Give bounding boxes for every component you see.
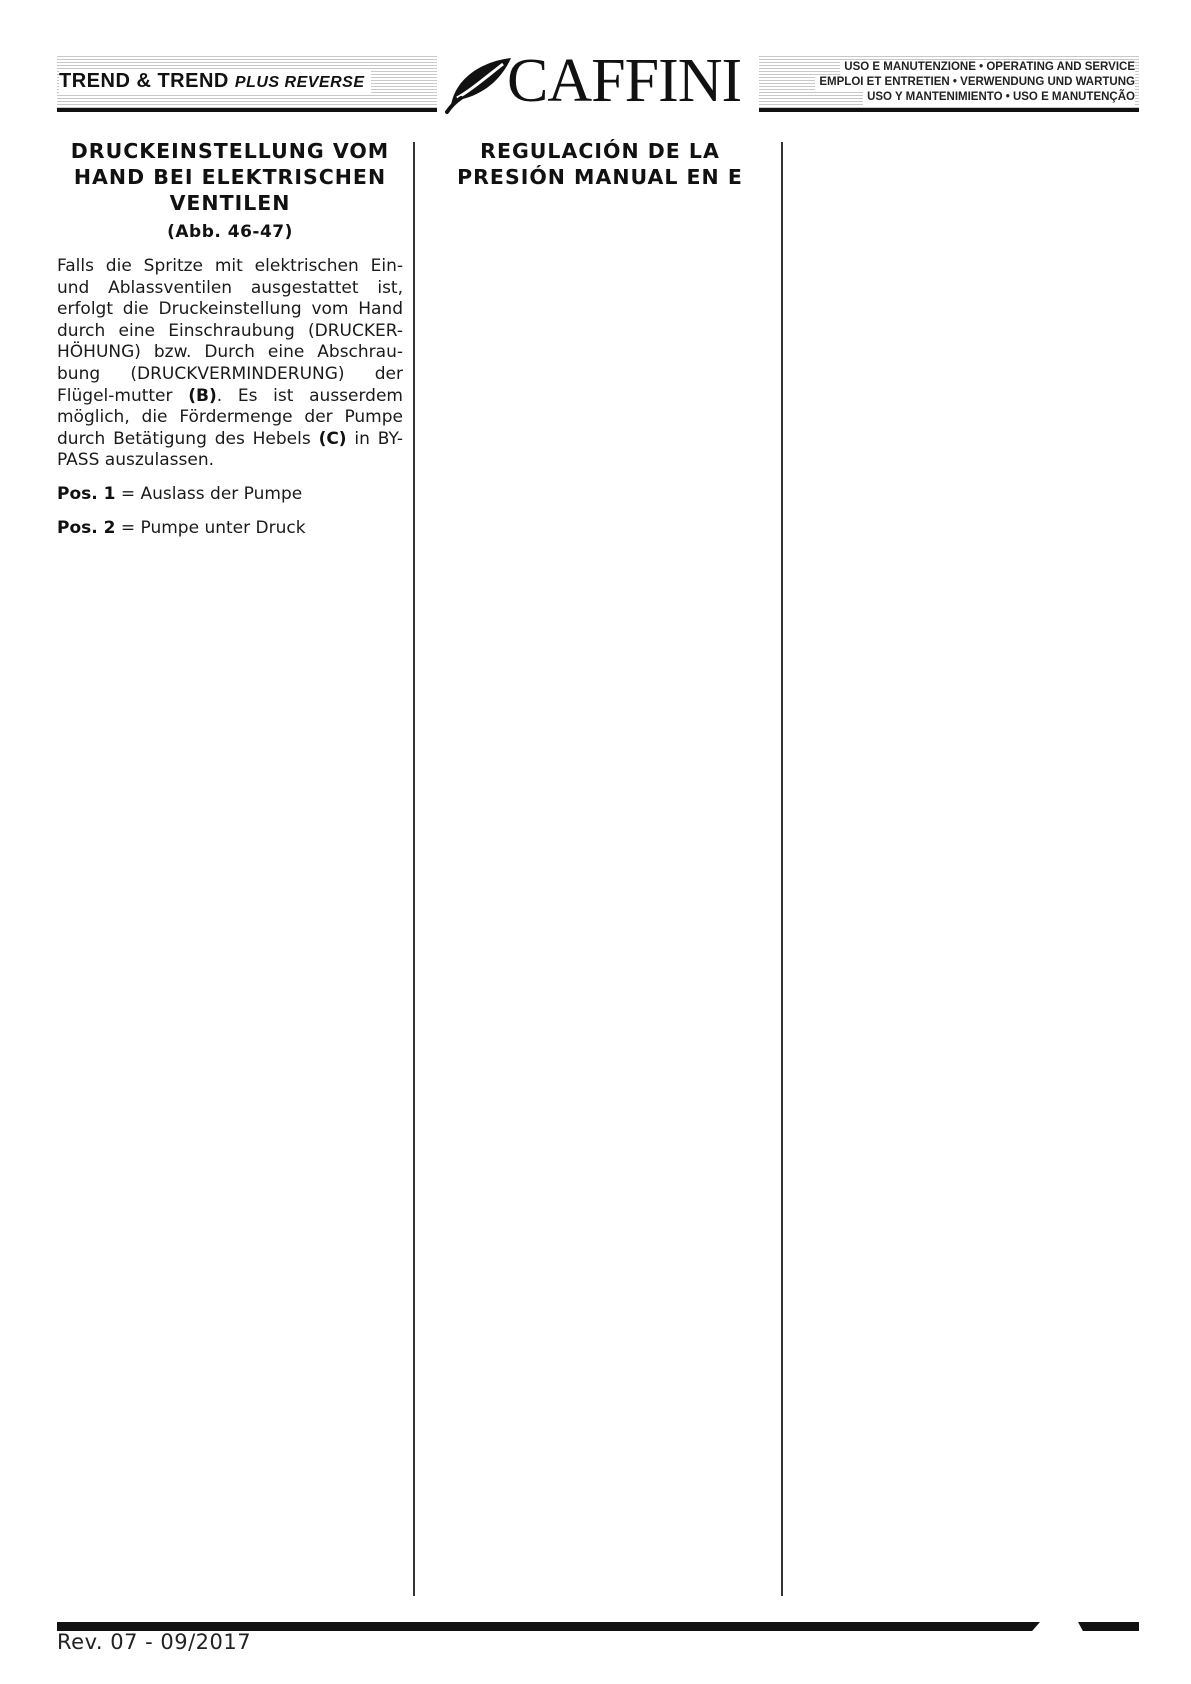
page-header [57, 47, 1139, 116]
ref-c: (C) [318, 428, 347, 449]
section-title-de: DRUCKEINSTELLUNG VOM HAND BEI ELEKTRISCHEN VENTILEN [70, 139, 390, 215]
section-title-es-line1: REGULACIÓN DE LA [480, 139, 720, 163]
column-spanish [426, 138, 774, 190]
leaf-icon [445, 54, 515, 114]
body-paragraph-de [57, 256, 403, 472]
header-left-rule [57, 108, 437, 112]
product-title [59, 70, 371, 93]
header-right-rule [759, 108, 1139, 112]
manual-line-2: EMPLOI ET ENTRETIEN • VERWENDUNG UND WARTUNG [815, 75, 1135, 90]
caffini-logo [445, 47, 755, 115]
revision-label: Rev. 07 - 09/2017 [57, 1630, 252, 1654]
column-divider-1 [413, 142, 415, 1596]
ref-b: (B) [188, 385, 217, 406]
header-left-band [57, 54, 437, 112]
manual-line-1: USO E MANUTENZIONE • OPERATING AND SERVICE [840, 60, 1135, 75]
brand-wordmark: CAFFINI [507, 47, 742, 115]
column-divider-2 [781, 142, 783, 1596]
position-label-2: Pos. 2 [57, 517, 116, 538]
manual-languages [815, 60, 1135, 105]
body-text-3: in BY-PASS auszulassen. [57, 428, 403, 471]
position-text-1: = Auslass der Pumpe [115, 483, 303, 504]
position-label-1: Pos. 1 [57, 483, 116, 504]
header-right-band [759, 54, 1139, 112]
section-title-es-line2: PRESIÓN MANUAL EN E [457, 165, 743, 189]
position-text-2: = Pumpe unter Druck [115, 517, 306, 538]
footer-tab [1078, 1622, 1139, 1631]
product-main: TREND & TREND [59, 70, 229, 92]
column-german [57, 138, 403, 539]
body-text-1: Falls die Spritze mit elektrischen Ein- und Ablassventilen ausgestattet ist, erfolgt die Druckeinstellung vom Hand durch eine Einschraubung (DRUCKER-HÖHUNG) bzw. Durch eine Abschrau-bung (DRUCKVERMINDERUNG) der Flügel-mutter [57, 256, 403, 406]
manual-line-3: USO Y MANTENIMIENTO • USO E MANUTENÇÃO [863, 90, 1135, 105]
section-title-es [426, 138, 774, 190]
product-variant: PLUS REVERSE [234, 74, 365, 91]
position-item-1 [57, 484, 403, 506]
figure-reference: (Abb. 46-47) [167, 222, 293, 242]
position-item-2 [57, 518, 403, 540]
body-text-2: . Es ist ausserdem möglich, die Fördermenge der Pumpe durch Betätigung des Hebels [57, 385, 403, 449]
